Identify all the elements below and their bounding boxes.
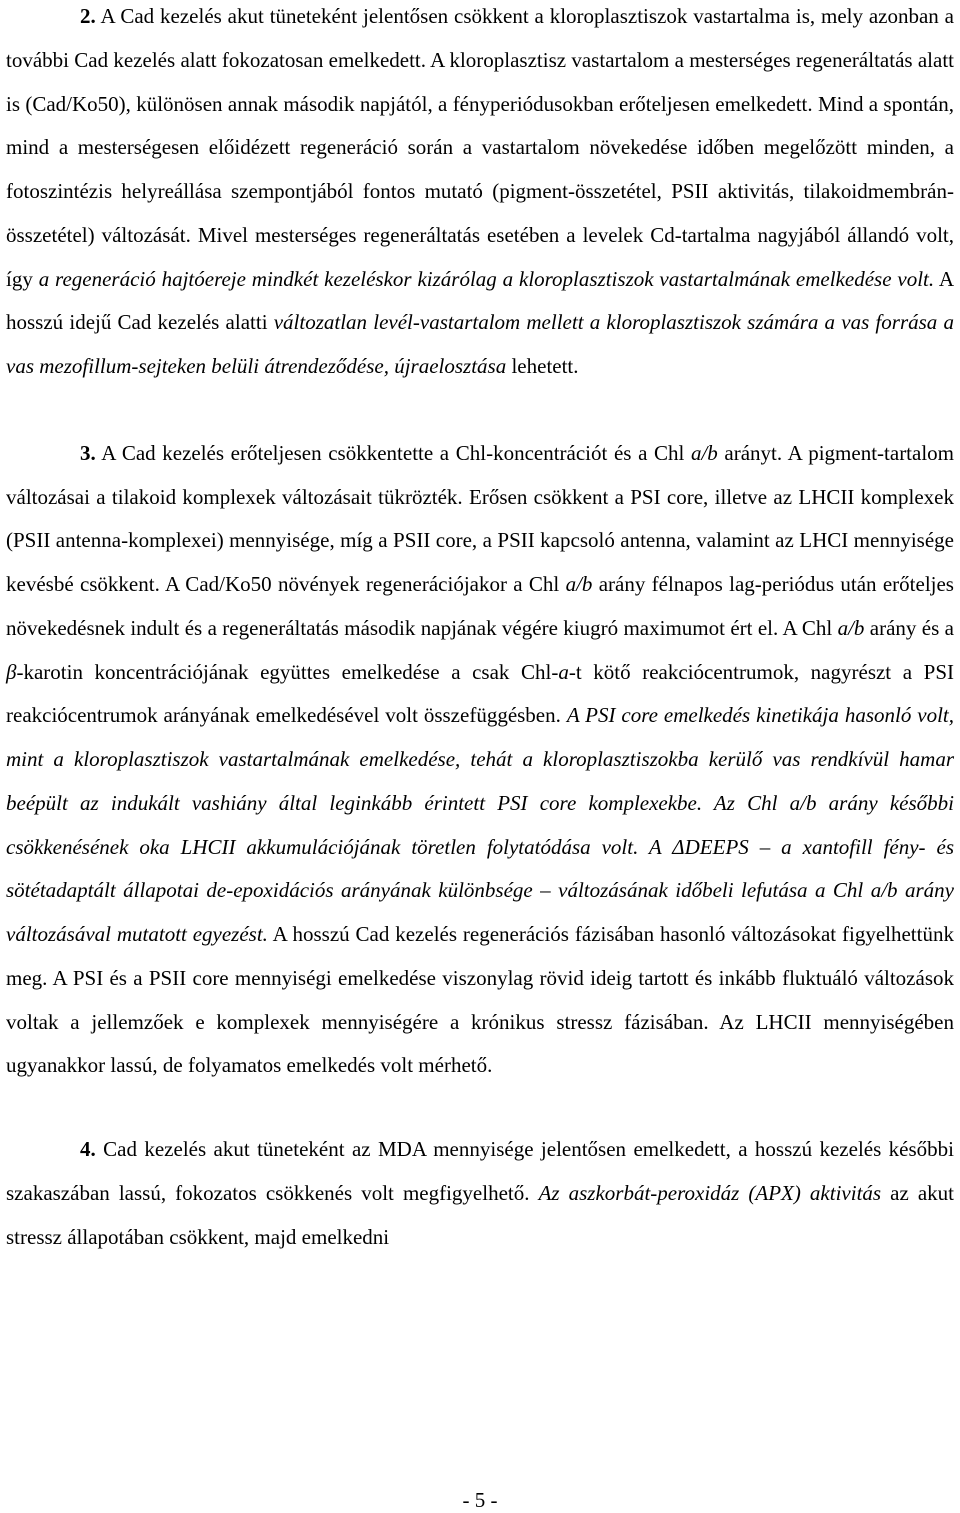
italic-text: β — [6, 659, 17, 684]
paragraph-2 — [6, 0, 954, 389]
paragraph-3 — [6, 432, 954, 1088]
page-number: - 5 - — [462, 1488, 498, 1512]
paragraph-number: 2. — [80, 4, 96, 28]
italic-text: a regeneráció hajtóereje mindkét kezeléskor kizárólag a kloroplasztiszok vastartalmának emelkedése volt. — [38, 266, 935, 291]
paragraph-text: arányt. A pigment-tartalom változásai a tilakoid komplexek változásait tükrözték. Erősen csökkent a PSI core, illetve az LHCII komplexek (PSII antenna-komplexei) mennyisége, míg a PSII core, a PSII kapcsoló antenna, valamint az LHCI mennyisége kevésbé csökkent. A Cad/Ko50 növények regenerációjakor a Chl — [6, 440, 955, 596]
paragraph-text: A hosszú Cad kezelés regenerációs fázisában hasonló változásokat figyelhettünk meg. A PSI és a PSII core mennyiségi emelkedése viszonylag rövid ideig tartott és inkább fluktuáló változások voltak a jellemzőek e komplexek mennyiségére a krónikus stressz fázisában. Az LHCII mennyiségében ugyanakkor lassú, de folyamatos emelkedés volt mérhető. — [6, 922, 954, 1078]
paragraph-text: A hosszú idejű Cad kezelés alatti — [6, 266, 954, 335]
italic-text: a — [558, 659, 569, 684]
italic-text: A PSI core emelkedés kinetikája hasonló volt, mint a kloroplasztiszok vastartalmának emelkedése, tehát a kloroplasztiszokba kerülő vas rendkívül hamar beépült az indukált vashiány által leginkább érintett PSI core komplexekbe. Az Chl a/b arány későbbi csökkenésének oka LHCII akkumulációjának töretlen folytatódása volt. A ΔDEEPS – a xantofill fény- és sötétadaptált állapotai de-epoxidációs arányának különbsége – változásának időbeli lefutása a Chl a/b arány változásával mutatott egyezést. — [6, 703, 954, 946]
italic-text: Az aszkorbát-peroxidáz (APX) aktivitás — [538, 1180, 882, 1205]
paragraph-text: A Cad kezelés akut tüneteként jelentősen csökkent a kloroplasztiszok vastartalma is, mely azonban a további Cad kezelés alatt fokozatosan emelkedett. A kloroplasztisz vastartalom a mesterséges regeneráltatás alatt is (Cad/Ko50), különösen annak második napjától, a fényperiódusokban erőteljesen emelkedett. — [6, 4, 954, 116]
paragraph-text: Mivel mesterséges regeneráltatás esetében a levelek Cd-tartalma nagyjából állandó volt, így — [6, 222, 954, 291]
paragraph-text: lehetett. — [506, 354, 579, 378]
paragraph-number: 3. — [80, 440, 96, 465]
paragraph-text: arány félnapos lag-periódus után erőteljes növekedésnek indult és a regeneráltatás második napjának végére kiugró maximumot ért el. A Chl — [6, 572, 954, 640]
italic-text: a/b — [690, 440, 718, 465]
paragraph-text: -karotin koncentrációjának együttes emelkedése a csak Chl- — [16, 659, 559, 684]
italic-text: a/b — [837, 615, 865, 640]
paragraph-text: Cad kezelés akut tüneteként az MDA mennyisége jelentősen emelkedett, a hosszú kezelés későbbi szakaszában lassú, fokozatos csökkenés volt megfigyelhető. — [6, 1137, 954, 1205]
paragraph-number: 4. — [80, 1137, 96, 1161]
paragraph-4 — [6, 1128, 954, 1259]
paragraph-text: az akut stressz állapotában csökkent, majd emelkedni — [6, 1180, 954, 1249]
paragraph-text: -t kötő reakciócentrumok, nagyrészt a PSI reakciócentrumok arányának emelkedésével volt összefüggésben. — [6, 659, 955, 728]
paragraph-text: A Cad kezelés erőteljesen csökkentette a Chl-koncentrációt és a Chl — [95, 440, 691, 465]
italic-text: változatlan levél-vastartalom mellett a kloroplasztiszok számára a vas forrása a vas mezofillum-sejteken belüli átrendeződése, újraelosztása — [6, 310, 954, 378]
italic-text: a/b — [565, 572, 593, 596]
paragraph-text: Mind a spontán, mind a mesterségesen előidézett regeneráció során a vastartalom növekedése időben megelőzött minden, a fotoszintézis helyreállása szempontjából fontos mutató (pigment-összetétel, PSII aktivitás, tilakoidmembrán-összetétel) változását. — [6, 91, 955, 247]
paragraph-text: arány és a — [864, 615, 954, 640]
